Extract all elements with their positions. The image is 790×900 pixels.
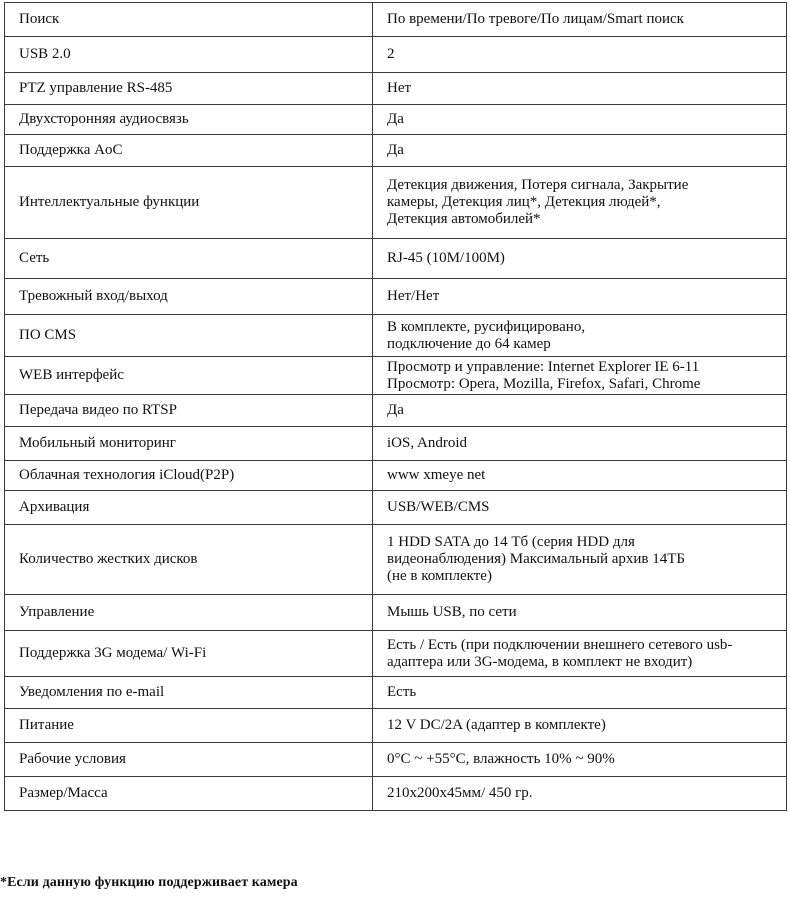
param-value-line: USB/WEB/CMS [387, 499, 490, 515]
param-name-cell: Уведомления по e-mail [5, 677, 373, 709]
param-name-cell: Управление [5, 595, 373, 631]
table-row [5, 595, 787, 631]
param-value-cell [373, 357, 787, 395]
param-name-cell: Поддержка AoC [5, 135, 373, 167]
param-name-cell: Размер/Масса [5, 777, 373, 811]
param-value-line: Да [387, 142, 404, 158]
param-value-cell [373, 105, 787, 135]
param-value-line: iOS, Android [387, 435, 468, 451]
param-name-cell: WEB интерфейс [5, 357, 373, 395]
param-value-cell [373, 525, 787, 595]
param-value-line: 0°C ~ +55°C, влажность 10% ~ 90% [387, 751, 615, 767]
table-row [5, 709, 787, 743]
footnote: *Если данную функцию поддерживает камера [0, 875, 298, 890]
table-row [5, 279, 787, 315]
param-value-cell [373, 461, 787, 491]
param-name-cell: Поиск [5, 3, 373, 37]
param-value-cell [373, 3, 787, 37]
param-value-line: 1 HDD SATA до 14 Тб (серия HDD для [387, 534, 635, 550]
param-value-line: В комплекте, русифицировано, [387, 318, 586, 335]
param-value-line: камеры, Детекция лиц*, Детекция людей*, [387, 194, 661, 210]
table-row [5, 357, 787, 395]
param-value-line: Просмотр и управление: Internet Explorer IE 6-11 [387, 358, 700, 375]
param-value-cell [373, 677, 787, 709]
param-value-cell [373, 427, 787, 461]
table-row [5, 677, 787, 709]
table-row [5, 427, 787, 461]
table-row [5, 73, 787, 105]
param-value-line: 210x200x45мм/ 450 гр. [387, 785, 533, 801]
param-value-line: Есть / Есть (при подключении внешнего сетевого usb- [387, 636, 733, 653]
param-value-line: видеонаблюдения) Максимальный архив 14ТБ [387, 551, 686, 567]
param-value-line: подключение до 64 камер [387, 335, 551, 352]
table-row [5, 395, 787, 427]
param-value-cell [373, 491, 787, 525]
param-name-cell: Передача видео по RTSP [5, 395, 373, 427]
param-value-cell [373, 239, 787, 279]
param-name-cell: Сеть [5, 239, 373, 279]
param-name-cell: Рабочие условия [5, 743, 373, 777]
param-value-cell [373, 37, 787, 73]
table-row [5, 631, 787, 677]
param-name-cell: Количество жестких дисков [5, 525, 373, 595]
param-value-line: 2 [387, 46, 395, 62]
table-row [5, 315, 787, 357]
param-value-line: www xmeye net [387, 467, 486, 483]
param-value-cell [373, 709, 787, 743]
param-name-cell: Мобильный мониторинг [5, 427, 373, 461]
param-name-cell: ПО CMS [5, 315, 373, 357]
param-value-cell [373, 743, 787, 777]
param-value-line: Да [387, 402, 404, 418]
table-row [5, 743, 787, 777]
param-name-cell: Двухсторонняя аудиосвязь [5, 105, 373, 135]
param-value-line: Да [387, 111, 404, 127]
param-value-line: По времени/По тревоге/По лицам/Smart поиск [387, 11, 684, 27]
table-row [5, 777, 787, 811]
spec-table [4, 2, 787, 811]
param-name-cell: Поддержка 3G модема/ Wi-Fi [5, 631, 373, 677]
param-value-cell [373, 595, 787, 631]
param-value-cell [373, 73, 787, 105]
param-value-line: Детекция автомобилей* [387, 211, 541, 227]
table-row [5, 37, 787, 73]
param-value-cell [373, 135, 787, 167]
param-value-line: RJ-45 (10M/100M) [387, 250, 505, 266]
table-row [5, 135, 787, 167]
param-name-cell: USB 2.0 [5, 37, 373, 73]
param-value-cell [373, 315, 787, 357]
table-row [5, 167, 787, 239]
table-row [5, 461, 787, 491]
spec-table-body [5, 3, 787, 811]
param-value-line: Детекция движения, Потеря сигнала, Закрытие [387, 177, 689, 193]
table-row [5, 3, 787, 37]
table-row [5, 491, 787, 525]
param-value-line: Нет/Нет [387, 288, 440, 304]
param-name-cell: PTZ управление RS-485 [5, 73, 373, 105]
param-name-cell: Интеллектуальные функции [5, 167, 373, 239]
param-value-line: (не в комплекте) [387, 568, 492, 584]
param-name-cell: Питание [5, 709, 373, 743]
table-row [5, 525, 787, 595]
param-value-line: Нет [387, 80, 412, 96]
param-value-line: Просмотр: Opera, Mozilla, Firefox, Safari, Chrome [387, 375, 701, 392]
param-value-line: адаптера или 3G-модема, в комплект не входит) [387, 653, 693, 670]
param-value-cell [373, 167, 787, 239]
param-value-line: 12 V DC/2A (адаптер в комплекте) [387, 717, 606, 733]
param-value-cell [373, 777, 787, 811]
table-row [5, 239, 787, 279]
param-value-cell [373, 631, 787, 677]
param-value-cell [373, 279, 787, 315]
param-value-line: Мышь USB, по сети [387, 604, 517, 620]
table-row [5, 105, 787, 135]
param-name-cell: Тревожный вход/выход [5, 279, 373, 315]
param-name-cell: Архивация [5, 491, 373, 525]
param-value-line: Есть [387, 684, 417, 700]
param-name-cell: Облачная технология iCloud(P2P) [5, 461, 373, 491]
param-value-cell [373, 395, 787, 427]
